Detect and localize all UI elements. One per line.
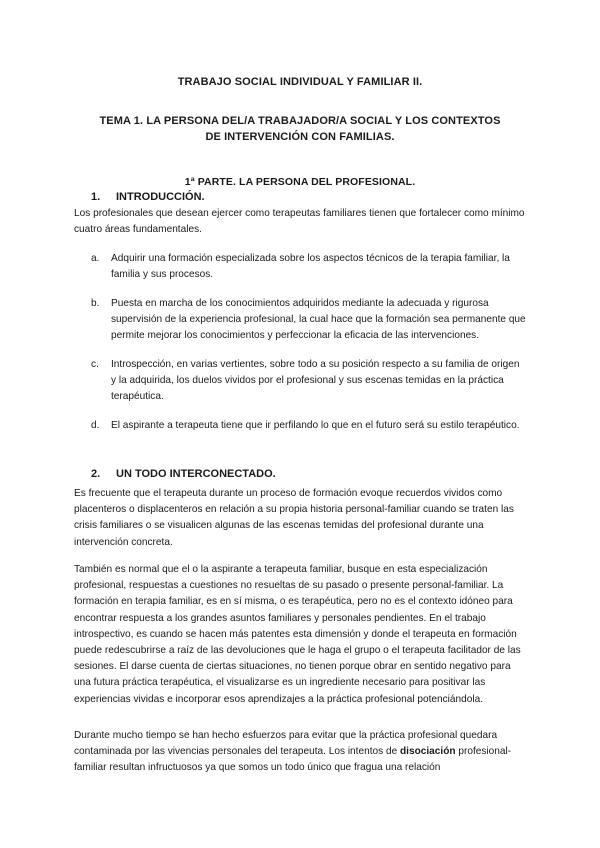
- list-item-text: Puesta en marcha de los conocimientos adquiridos mediante la adecuada y rigurosa supervisión de la experiencia profesional, la cual hace que la formación sea permanente que permite mejorar los conocimientos y perfeccionar la eficacia de las intervenciones.: [111, 298, 526, 342]
- list-item: [91, 357, 526, 406]
- section-heading-todo-interconectado: [91, 468, 276, 480]
- list-item-text: Introspección, en varias vertientes, sobre todo a su posición respecto a su familia de origen y la adquirida, los duelos vividos por el profesional y sus escenas temidas en la práctica terapéutica.: [111, 359, 520, 403]
- section-heading-text: UN TODO INTERCONECTADO.: [116, 468, 276, 480]
- tema-title: TEMA 1. LA PERSONA DEL/A TRABAJADOR/A SOCIAL Y LOS CONTEXTOS DE INTERVENCIÓN CON FAMILIAS.: [99, 115, 501, 143]
- list-item-text: Adquirir una formación especializada sobre los aspectos técnicos de la terapia familiar, la familia y sus procesos.: [111, 253, 510, 281]
- list-item-text: El aspirante a terapeuta tiene que ir perfilando lo que en el futuro será su estilo terapéutico.: [111, 420, 520, 431]
- list-marker: b.: [91, 298, 100, 309]
- list-item: [91, 296, 526, 345]
- paragraph-text: Durante mucho tiempo se han hecho esfuerzos para evitar que la práctica profesional quedara contaminada por las vivencias personales del terapeuta. Los intentos de: [74, 730, 498, 758]
- intro-paragraph: Los profesionales que desean ejercer como terapeutas familiares tienen que fortalecer como mínimo cuatro áreas fundamentales.: [74, 208, 525, 236]
- list-item: [91, 251, 526, 283]
- list-marker: d.: [91, 420, 100, 431]
- body-paragraph: Es frecuente que el terapeuta durante un proceso de formación evoque recuerdos vividos como placenteros o displacenteros en relación a su propia historia personal-familiar cuando se traten las crisis familiares o se visualicen algunas de las escenas temidas del profesional durante una intervención concreta.: [74, 488, 514, 548]
- bold-term: disociación: [400, 746, 456, 758]
- list-item: [91, 418, 526, 434]
- paragraph-text: profesional-familiar resultan infructuosos ya que somos un todo único que fragua una relación: [74, 746, 512, 774]
- document-title: TRABAJO SOCIAL INDIVIDUAL Y FAMILIAR II.: [177, 76, 423, 88]
- list-marker: c.: [91, 359, 99, 370]
- part-title: 1ª PARTE. LA PERSONA DEL PROFESIONAL.: [184, 176, 416, 188]
- section-number: 2.: [91, 468, 101, 480]
- list-marker: a.: [91, 253, 100, 264]
- section-heading-text: INTRODUCCIÓN.: [116, 191, 205, 203]
- section-number: 1.: [91, 191, 101, 203]
- section-heading-introduccion: [91, 191, 205, 203]
- body-paragraph: [74, 728, 526, 777]
- body-paragraph: También es normal que el o la aspirante a terapeuta familiar, busque en esta especialización profesional, respuestas a cuestiones no resueltas de su pasado o presente personal-familiar. La formación en terapia familiar, es en sí misma, o es terapéutica, pero no es el contexto idóneo para encontrar respuesta a los grandes asuntos familiares y personales pendientes. En el trabajo introspectivo, es cuando se hacen más patentes esta dimensión y donde el terapeuta en formación puede redescubrirse a raíz de las devoluciones que le haga el grupo o el terapeuta facilitador de las sesiones. El darse cuenta de ciertas situaciones, no tienen porque obrar en sentido negativo para una futura práctica terapéutica, el visualizarse es un ingrediente necesario para positivar las experiencias vividas e incorporar esos aprendizajes a la práctica profesional potenciándola.: [74, 564, 521, 705]
